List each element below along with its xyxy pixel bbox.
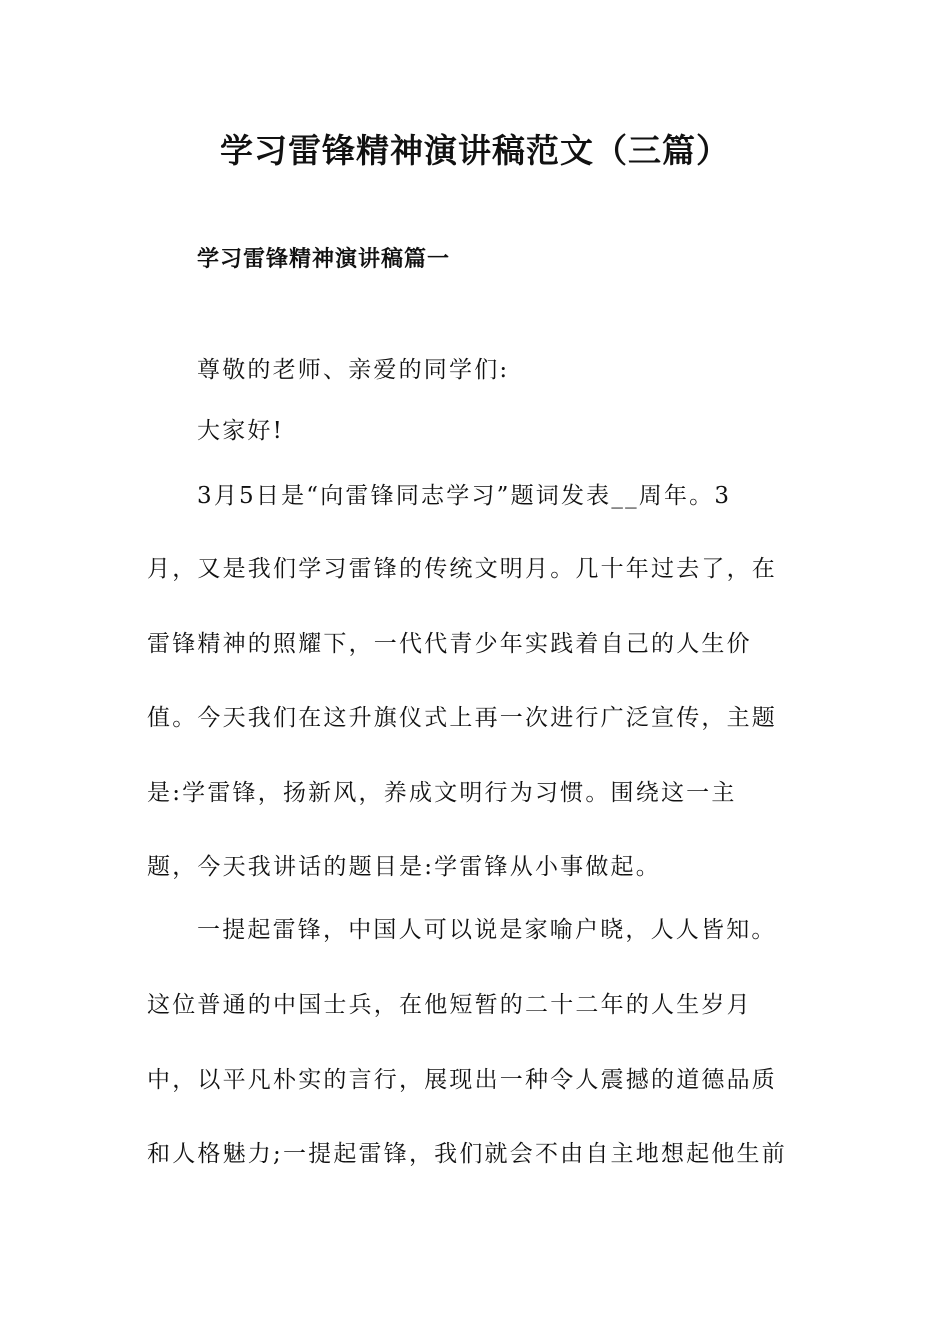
section-heading: 学习雷锋精神演讲稿篇一 xyxy=(197,247,451,272)
text-line: 雷锋精神的照耀下，一代代青少年实践着自己的人生价 xyxy=(147,631,752,657)
document-title: 学习雷锋精神演讲稿范文（三篇） xyxy=(220,131,730,170)
text-line: 和人格魅力;一提起雷锋，我们就会不由自主地想起他生前 xyxy=(147,1141,787,1167)
text-line: 3月5日是“向雷锋同志学习”题词发表__周年。3 xyxy=(197,483,732,509)
text-line: 月，又是我们学习雷锋的传统文明月。几十年过去了，在 xyxy=(147,556,777,582)
text-line: 是:学雷锋，扬新风，养成文明行为习惯。围绕这一主 xyxy=(147,780,737,806)
text-line: 题，今天我讲话的题目是:学雷锋从小事做起。 xyxy=(147,854,661,880)
text-line-salutation: 尊敬的老师、亲爱的同学们: xyxy=(197,357,510,383)
text-line-greeting: 大家好! xyxy=(197,418,285,444)
text-line: 值。今天我们在这升旗仪式上再一次进行广泛宣传，主题 xyxy=(147,705,777,731)
text-line: 中，以平凡朴实的言行，展现出一种令人震撼的道德品质 xyxy=(147,1067,777,1093)
text-line: 这位普通的中国士兵，在他短暂的二十二年的人生岁月 xyxy=(147,992,752,1018)
text-line: 一提起雷锋，中国人可以说是家喻户晓，人人皆知。 xyxy=(197,917,777,943)
